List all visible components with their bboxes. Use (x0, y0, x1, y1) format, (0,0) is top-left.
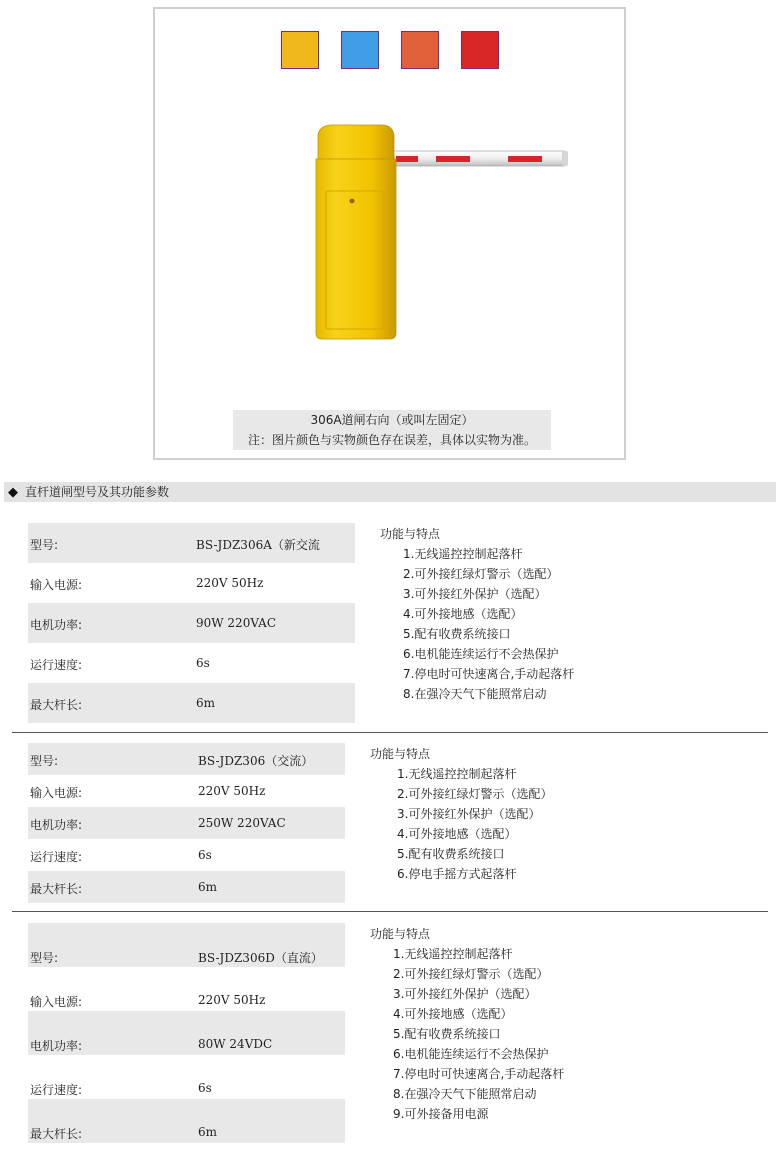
spec-label: 型号: (30, 951, 59, 965)
caption-line-2: 注：图片颜色与实物颜色存在误差，具体以实物为准。 (247, 433, 536, 447)
spec-value: 220V 50Hz (198, 993, 266, 1007)
spec-value: 6m (198, 880, 218, 894)
section-title: 直杆道闸型号及其功能参数 (25, 485, 170, 499)
feature-item: 1.无线遥控控制起落杆 (393, 947, 513, 961)
spec-row (28, 871, 345, 903)
spec-value: 220V 50Hz (196, 576, 264, 590)
spec-row (28, 743, 345, 775)
product-image-frame (153, 7, 626, 460)
feature-list-2 (370, 745, 630, 885)
feature-item: 2.可外接红绿灯警示（选配） (393, 967, 549, 981)
spec-label: 运行速度: (30, 658, 83, 672)
color-swatch-orange[interactable] (401, 31, 439, 69)
color-swatch-blue[interactable] (341, 31, 379, 69)
feature-item: 2.可外接红绿灯警示（选配） (403, 567, 559, 581)
spec-label: 输入电源: (30, 995, 83, 1009)
spec-value: 90W 220VAC (196, 616, 277, 630)
feature-list-3 (370, 925, 630, 1125)
spec-table-1 (28, 523, 355, 723)
caption-line-1: 306A道闸右向（或叫左固定） (310, 413, 474, 427)
spec-label: 电机功率: (30, 618, 83, 632)
spec-value: 6s (196, 656, 210, 670)
spec-value: 6m (198, 1125, 218, 1139)
feature-item: 2.可外接红绿灯警示（选配） (397, 787, 553, 801)
spec-row (28, 967, 345, 1011)
spec-label: 最大杆长: (30, 698, 83, 712)
spec-label: 最大杆长: (30, 882, 83, 896)
feature-item: 4.可外接地感（选配） (397, 827, 517, 841)
spec-label: 运行速度: (30, 1083, 83, 1097)
spec-value: 220V 50Hz (198, 784, 266, 798)
spec-row (28, 1099, 345, 1143)
feature-item: 4.可外接地感（选配） (393, 1007, 513, 1021)
color-swatch-yellow[interactable] (281, 31, 319, 69)
feature-item: 6.电机能连续运行不会热保护 (403, 647, 559, 661)
model-divider (12, 911, 768, 912)
feature-item: 3.可外接红外保护（选配） (403, 587, 547, 601)
color-swatch-red[interactable] (461, 31, 499, 69)
feature-item: 3.可外接红外保护（选配） (393, 987, 537, 1001)
spec-value: 6s (198, 1081, 212, 1095)
spec-label: 型号: (30, 538, 59, 552)
spec-value: 6m (196, 696, 216, 710)
feature-title: 功能与特点 (370, 747, 431, 761)
spec-value: 250W 220VAC (198, 816, 286, 830)
spec-row (28, 1055, 345, 1099)
model-divider (12, 732, 768, 733)
spec-row (28, 603, 355, 643)
spec-table-2 (28, 743, 345, 903)
feature-item: 8.在强冷天气下能照常启动 (393, 1087, 537, 1101)
spec-label: 输入电源: (30, 578, 83, 592)
feature-item: 3.可外接红外保护（选配） (397, 807, 541, 821)
spec-label: 型号: (30, 754, 59, 768)
spec-label: 电机功率: (30, 818, 83, 832)
feature-item: 5.配有收费系统接口 (397, 847, 505, 861)
feature-item: 5.配有收费系统接口 (403, 627, 511, 641)
spec-value: 6s (198, 848, 212, 862)
feature-list-1 (380, 525, 640, 705)
spec-table-3 (28, 923, 345, 1143)
spec-row (28, 807, 345, 839)
feature-item: 4.可外接地感（选配） (403, 607, 523, 621)
feature-item: 6.停电手摇方式起落杆 (397, 867, 517, 881)
spec-value: 80W 24VDC (198, 1037, 273, 1051)
feature-item: 9.可外接备用电源 (393, 1107, 489, 1121)
spec-value: BS-JDZ306D（直流） (198, 951, 323, 965)
spec-value: BS-JDZ306（交流） (198, 754, 314, 768)
spec-label: 输入电源: (30, 786, 83, 800)
feature-title: 功能与特点 (370, 927, 431, 941)
spec-row (28, 839, 345, 871)
spec-row (28, 523, 355, 563)
spec-label: 电机功率: (30, 1039, 83, 1053)
spec-row (28, 775, 345, 807)
diamond-bullet-icon: ◆ (8, 485, 18, 500)
spec-label: 运行速度: (30, 850, 83, 864)
spec-row (28, 563, 355, 603)
feature-item: 6.电机能连续运行不会热保护 (393, 1047, 549, 1061)
spec-row (28, 923, 345, 967)
feature-title: 功能与特点 (380, 527, 441, 541)
spec-label: 最大杆长: (30, 1127, 83, 1141)
spec-row (28, 683, 355, 723)
image-caption (233, 410, 551, 450)
section-header (4, 482, 776, 502)
feature-item: 8.在强冷天气下能照常启动 (403, 687, 547, 701)
spec-row (28, 643, 355, 683)
spec-row (28, 1011, 345, 1055)
feature-item: 1.无线遥控控制起落杆 (403, 547, 523, 561)
barrier-gate-image (310, 121, 570, 341)
feature-item: 5.配有收费系统接口 (393, 1027, 501, 1041)
spec-value: BS-JDZ306A（新交流 (196, 538, 320, 552)
feature-item: 7.停电时可快速离合,手动起落杆 (393, 1067, 565, 1081)
feature-item: 7.停电时可快速离合,手动起落杆 (403, 667, 575, 681)
feature-item: 1.无线遥控控制起落杆 (397, 767, 517, 781)
